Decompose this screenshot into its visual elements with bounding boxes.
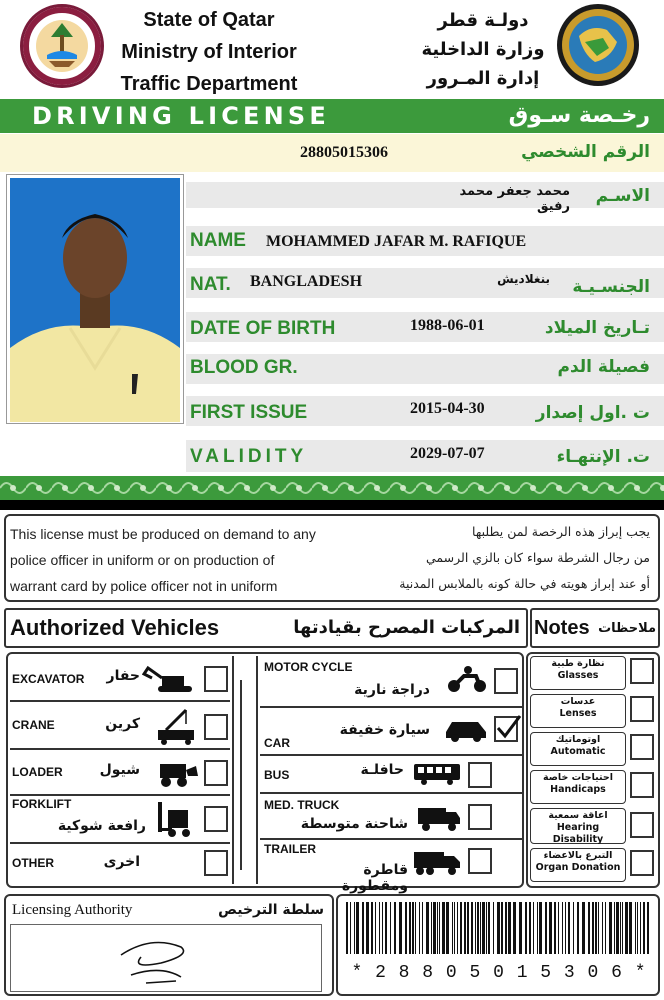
title-arabic: رخـصة سـوق [508, 103, 650, 128]
trailer-checkbox[interactable] [468, 848, 492, 874]
nationality-label: NAT. [190, 274, 231, 295]
motorcycle-icon [446, 664, 488, 694]
barcode-bar [539, 902, 542, 954]
barcode-icon [344, 902, 654, 954]
signature-icon [11, 925, 323, 993]
barcode-bar [605, 902, 606, 954]
notes-title-en: Notes [534, 617, 590, 639]
barcode-bar [625, 902, 628, 954]
crane-icon [152, 706, 200, 746]
forklift-checkbox[interactable] [204, 806, 228, 832]
note-label: احتياجات خاصة Handicaps [542, 772, 614, 795]
barcode-bar [595, 902, 597, 954]
authorized-vehicles-title-ar: المركبات المصرح بقيادتها [293, 617, 520, 638]
barcode-bar [501, 902, 503, 954]
vehicle-label-ar: كرين [105, 716, 140, 732]
barcode-bar [558, 902, 559, 954]
barcode-bar [508, 902, 511, 954]
barcode-bar [565, 902, 566, 954]
barcode-bar [437, 902, 438, 954]
other-checkbox[interactable] [204, 850, 228, 876]
vehicle-label-en: CRANE [12, 718, 55, 732]
name-arabic-value: محمد جعفر محمد رفيق [459, 184, 570, 214]
header-arabic: دولـة قطر وزارة الداخلية إدارة المـرور [421, 10, 545, 89]
barcode-bar [431, 902, 432, 954]
vehicle-label-ar: شاحنة متوسطة [300, 816, 408, 832]
personal-number-label-arabic: الرقم الشخصي [521, 142, 650, 162]
barcode-bar [467, 902, 469, 954]
vehicle-label-en: FORKLIFT [12, 797, 72, 811]
first-issue-value: 2015-04-30 [410, 400, 485, 417]
truck-icon [416, 804, 462, 832]
barcode-bar [405, 902, 407, 954]
note-label: اعاقة سمعية Hearing Disability [548, 810, 608, 845]
note-label: اوتوماتيك Automatic [550, 734, 606, 757]
first-issue-label-arabic: ت .اول إصدار [535, 403, 650, 423]
bus-checkbox[interactable] [468, 762, 492, 788]
automatic-checkbox[interactable] [630, 734, 654, 760]
licensing-authority-en: Licensing Authority [12, 902, 133, 918]
barcode-bar [635, 902, 636, 954]
name-arabic-label: الاسـم [595, 186, 650, 206]
vehicle-label-ar: حفار [106, 668, 140, 684]
barcode-bar [412, 902, 414, 954]
barcode-bar [356, 902, 359, 954]
excavator-icon [142, 664, 200, 694]
barcode-bar [409, 902, 411, 954]
barcode-bar [415, 902, 416, 954]
excavator-checkbox[interactable] [204, 666, 228, 692]
barcode-bar [422, 902, 423, 954]
note-label: نظارة طبية Glasses [551, 658, 605, 681]
vehicle-label-ar: اخرى [103, 854, 140, 870]
handicaps-checkbox[interactable] [630, 772, 654, 798]
barcode-bar [537, 902, 538, 954]
barcode-bar [616, 902, 619, 954]
vehicle-label-ar: شيول [99, 762, 140, 778]
vehicle-label-en: MOTOR CYCLE [264, 660, 353, 674]
barcode-bar [549, 902, 552, 954]
barcode-bar [545, 902, 547, 954]
barcode-bar [375, 902, 376, 954]
vehicle-label-en: MED. TRUCK [264, 798, 340, 812]
barcode-bar [426, 902, 429, 954]
checkmark-icon [494, 712, 522, 742]
barcode-bar [592, 902, 594, 954]
barcode-bar [609, 902, 612, 954]
barcode-bar [513, 902, 516, 954]
nationality-value: BANGLADESH [250, 273, 363, 290]
barcode-bar [505, 902, 507, 954]
vehicle-label-ar: حافلـة [360, 762, 404, 778]
barcode-bar [598, 902, 599, 954]
barcode-bar [439, 902, 440, 954]
dob-value: 1988-06-01 [410, 317, 485, 334]
barcode-bar [588, 902, 590, 954]
barcode-bar [354, 902, 355, 954]
dob-label: DATE OF BIRTH [190, 318, 336, 339]
barcode-bar [442, 902, 445, 954]
barcode-bar [480, 902, 481, 954]
barcode-bar [350, 902, 351, 954]
barcode-bar [394, 902, 396, 954]
barcode-bar [519, 902, 522, 954]
vehicle-label-en: EXCAVATOR [12, 672, 85, 686]
note-label: التبرع بالاعضاء Organ Donation [535, 850, 621, 873]
loader-icon [150, 756, 200, 788]
barcode-bar [446, 902, 449, 954]
validity-label-arabic: ت. الإنتهـاء [556, 447, 650, 467]
vertical-arabic-note [240, 680, 250, 870]
barcode-bar [497, 902, 500, 954]
validity-value: 2029-07-07 [410, 445, 485, 462]
card-separator [0, 500, 664, 510]
vehicle-label-ar: قاطرة ومقطورة [341, 862, 408, 894]
barcode-bar [379, 902, 380, 954]
barcode-bar [629, 902, 632, 954]
barcode-bar [622, 902, 623, 954]
barcode-bar [366, 902, 369, 954]
holder-photo [6, 174, 184, 424]
crane-checkbox[interactable] [204, 714, 228, 740]
barcode-bar [457, 902, 458, 954]
barcode-bar [637, 902, 638, 954]
vehicle-label-en: OTHER [12, 856, 54, 870]
barcode-bar [371, 902, 373, 954]
barcode-bar [533, 902, 534, 954]
decorative-pattern-band [0, 476, 664, 500]
barcode-bar [346, 902, 348, 954]
dob-label-arabic: تـاريخ الميلاد [544, 318, 650, 338]
glasses-checkbox[interactable] [630, 658, 654, 684]
vehicle-label-en: CAR [264, 736, 290, 750]
loader-checkbox[interactable] [204, 760, 228, 786]
barcode-bar [620, 902, 621, 954]
barcode-bar [399, 902, 402, 954]
trailer-icon [412, 848, 462, 876]
licensing-authority-ar: سلطة الترخيص [218, 902, 324, 918]
vehicle-label-en: TRAILER [264, 842, 316, 856]
title-english: DRIVING LICENSE [32, 102, 330, 130]
barcode-bar [477, 902, 479, 954]
barcode-text: * 2 8 8 0 5 0 1 5 3 0 6 * [351, 963, 647, 983]
vehicle-label-ar: دراجة نارية [354, 682, 430, 698]
notice-arabic: يجب إبراز هذه الرخصة لمن يطلبها من رجال الشرطة سواء كان بالزي الرسمي أو عند إبراز هويته في حالة كونه بالملابس المدنية [399, 524, 650, 591]
name-label: NAME [190, 230, 246, 251]
validity-label: VALIDITY [190, 446, 308, 467]
nationality-label-arabic: الجنسـيـة [572, 277, 650, 297]
car-icon [442, 716, 490, 742]
truck-checkbox[interactable] [468, 804, 492, 830]
barcode-bar [382, 902, 383, 954]
barcode-bar [614, 902, 615, 954]
barcode-bar [647, 902, 649, 954]
barcode-bar [577, 902, 579, 954]
vehicle-label-en: BUS [264, 768, 290, 782]
notes-title-ar: ملاحظات [598, 621, 656, 636]
name-value: MOHAMMED JAFAR M. RAFIQUE [266, 233, 527, 250]
barcode-bar [573, 902, 574, 954]
barcode-bar [482, 902, 485, 954]
barcode-bar [452, 902, 453, 954]
qatar-emblem-logo [20, 4, 104, 88]
barcode-bar [643, 902, 645, 954]
vehicle-label-en: LOADER [12, 765, 63, 779]
first-issue-label: FIRST ISSUE [190, 402, 308, 423]
barcode-bar [562, 902, 563, 954]
barcode-bar [640, 902, 641, 954]
notice-english: This license must be produced on demand to any police officer in uniform or on production of warrant card by police officer not in uniform [10, 526, 316, 594]
barcode-bar [602, 902, 603, 954]
gcc-emblem-logo [555, 2, 641, 88]
barcode-bar [493, 902, 494, 954]
barcode-bar [475, 902, 476, 954]
blood-group-label: BLOOD GR. [190, 357, 298, 378]
barcode-bar [419, 902, 420, 954]
header-english: State of Qatar Ministry of Interior Traffic Department [120, 9, 298, 95]
barcode-bar [529, 902, 531, 954]
barcode-bar [464, 902, 466, 954]
organ-donation-checkbox[interactable] [630, 850, 654, 876]
note-label: عدسات Lenses [559, 696, 597, 719]
hearing-disability-checkbox[interactable] [630, 812, 654, 838]
barcode-bar [471, 902, 473, 954]
vehicle-label-ar: سيارة خفيفة [339, 722, 430, 738]
barcode-bar [385, 902, 387, 954]
barcode-bar [362, 902, 364, 954]
forklift-icon [154, 800, 200, 838]
motorcycle-checkbox[interactable] [494, 668, 518, 694]
barcode-bar [525, 902, 527, 954]
barcode-bar [433, 902, 436, 954]
barcode-bar [390, 902, 391, 954]
lenses-checkbox[interactable] [630, 696, 654, 722]
vehicle-label-ar: رافعة شوكية [57, 818, 146, 834]
barcode-bar [454, 902, 455, 954]
barcode-bar [460, 902, 462, 954]
barcode-bar [568, 902, 570, 954]
barcode-bar [554, 902, 556, 954]
barcode-bar [488, 902, 490, 954]
bus-icon [412, 762, 462, 786]
nationality-value-arabic: بنغلاديش [497, 272, 550, 286]
barcode-bar [582, 902, 585, 954]
blood-group-label-arabic: فصيلة الدم [557, 357, 650, 377]
signature-area [10, 924, 322, 992]
personal-number-value: 28805015306 [300, 144, 388, 161]
barcode-bar [486, 902, 487, 954]
authorized-vehicles-title-en: Authorized Vehicles [10, 615, 220, 640]
